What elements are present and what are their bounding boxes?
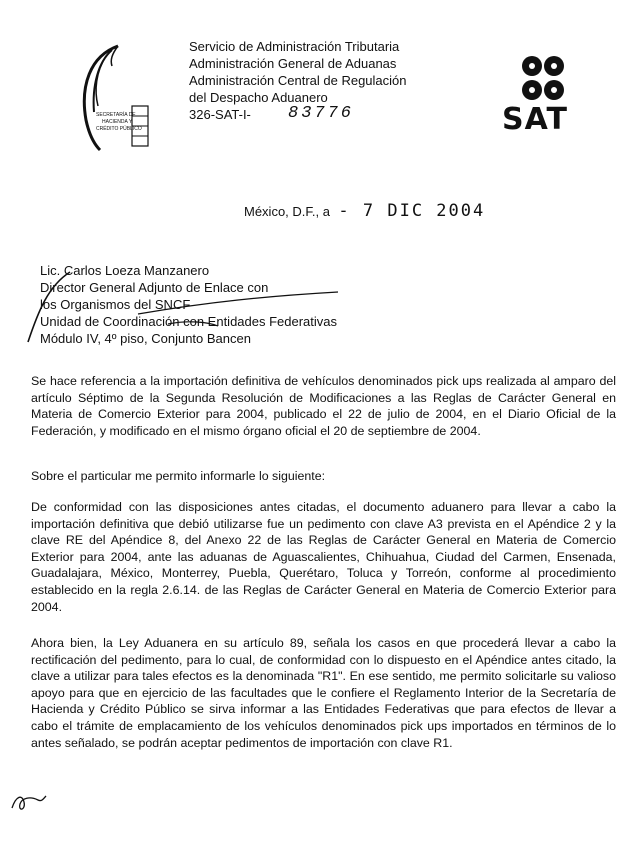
paragraph-provisions: De conformidad con las disposiciones antes citadas, el documento aduanero para llevar a cabo la importación definitiva que debió utilizarse fue un pedimento con clave A3 prevista en el Apéndice 2 y la clave RE del Apéndice 8, del Anexo 22 de las Reglas de Carácter General en Materia de Comercio Exterior para 2004, ante las aduanas de Aguascalientes, Chihuahua, Ciudad del Carmen, Ensenada, Guadalajara, México, Monterrey, Puebla, Querétaro, Toluca y Torreón, conforme al procedimiento establecido en la regla 2.6.14. de las Reglas de Carácter General en Materia de Comercio Exterior para 2004.	[31, 500, 616, 614]
recipient-title: Director General Adjunto de Enlace con	[40, 280, 269, 295]
emblem-text-line: HACIENDA Y	[102, 119, 133, 125]
shcp-emblem-icon	[72, 42, 162, 154]
header-line: del Despacho Aduanero	[189, 90, 328, 105]
shcp-logo	[72, 42, 162, 154]
date-line	[244, 201, 485, 221]
emblem-text-line: CRÉDITO PÚBLICO	[96, 126, 142, 132]
header-line: Administración General de Aduanas	[189, 56, 397, 71]
initials-mark	[8, 790, 48, 816]
header-line: Servicio de Administración Tributaria	[189, 39, 400, 54]
paragraph-request: Ahora bien, la Ley Aduanera en su artículo 89, señala los casos en que procederá llevar a cabo la rectificación del pedimento, para lo cual, de conformidad con lo dispuesto en el Apéndice antes citado, la clave a utilizar para tales efectos es la denominada "R1". En ese sentido, me permito solicitarle su valioso apoyo para que en ejercicio de las facultades que le confiere el Reglamento Interior de la Secretaría de Hacienda y Crédito Público se sirva informar a las Entidades Federativas que para efectos de llevar a cabo el trámite de emplacamiento de los vehículos denominados pick ups importados en términos de lo antes señalado, se podrán aceptar pedimentos de importación con clave R1.	[31, 636, 616, 750]
sat-dots-icon	[502, 54, 598, 106]
sat-logo	[502, 54, 598, 138]
folio-number: 83776	[288, 104, 355, 123]
recipient-unit: Unidad de Coordinación con Entidades Federativas	[40, 314, 338, 329]
sat-wordmark: SAT	[502, 102, 568, 137]
recipient-address: Módulo IV, 4º piso, Conjunto Bancen	[40, 331, 251, 346]
handwritten-mark	[18, 262, 348, 352]
emblem-text-line: SECRETARÍA DE	[96, 112, 136, 118]
recipient-name: Lic. Carlos Loeza Manzanero	[40, 263, 210, 278]
paragraph-intro: Sobre el particular me permito informarle lo siguiente:	[31, 469, 326, 483]
header-line: 326-SAT-I-	[189, 107, 251, 122]
header-line: Administración Central de Regulación	[189, 73, 407, 88]
recipient-org: los Organismos del SNCF	[40, 297, 191, 312]
date-place: México, D.F., a	[244, 204, 330, 219]
date-stamp: - 7 DIC 2004	[338, 201, 486, 221]
paragraph-reference: Se hace referencia a la importación definitiva de vehículos denominados pick ups realizada al amparo del artículo Séptimo de la Segunda Resolución de Modificaciones a las Reglas de Carácter General en Materia de Comercio Exterior para 2004, publicado el 22 de julio de 2004, en el Diario Oficial de la Federación, y modificado en el mismo órgano oficial el 20 de septiembre de 2004.	[31, 374, 616, 438]
